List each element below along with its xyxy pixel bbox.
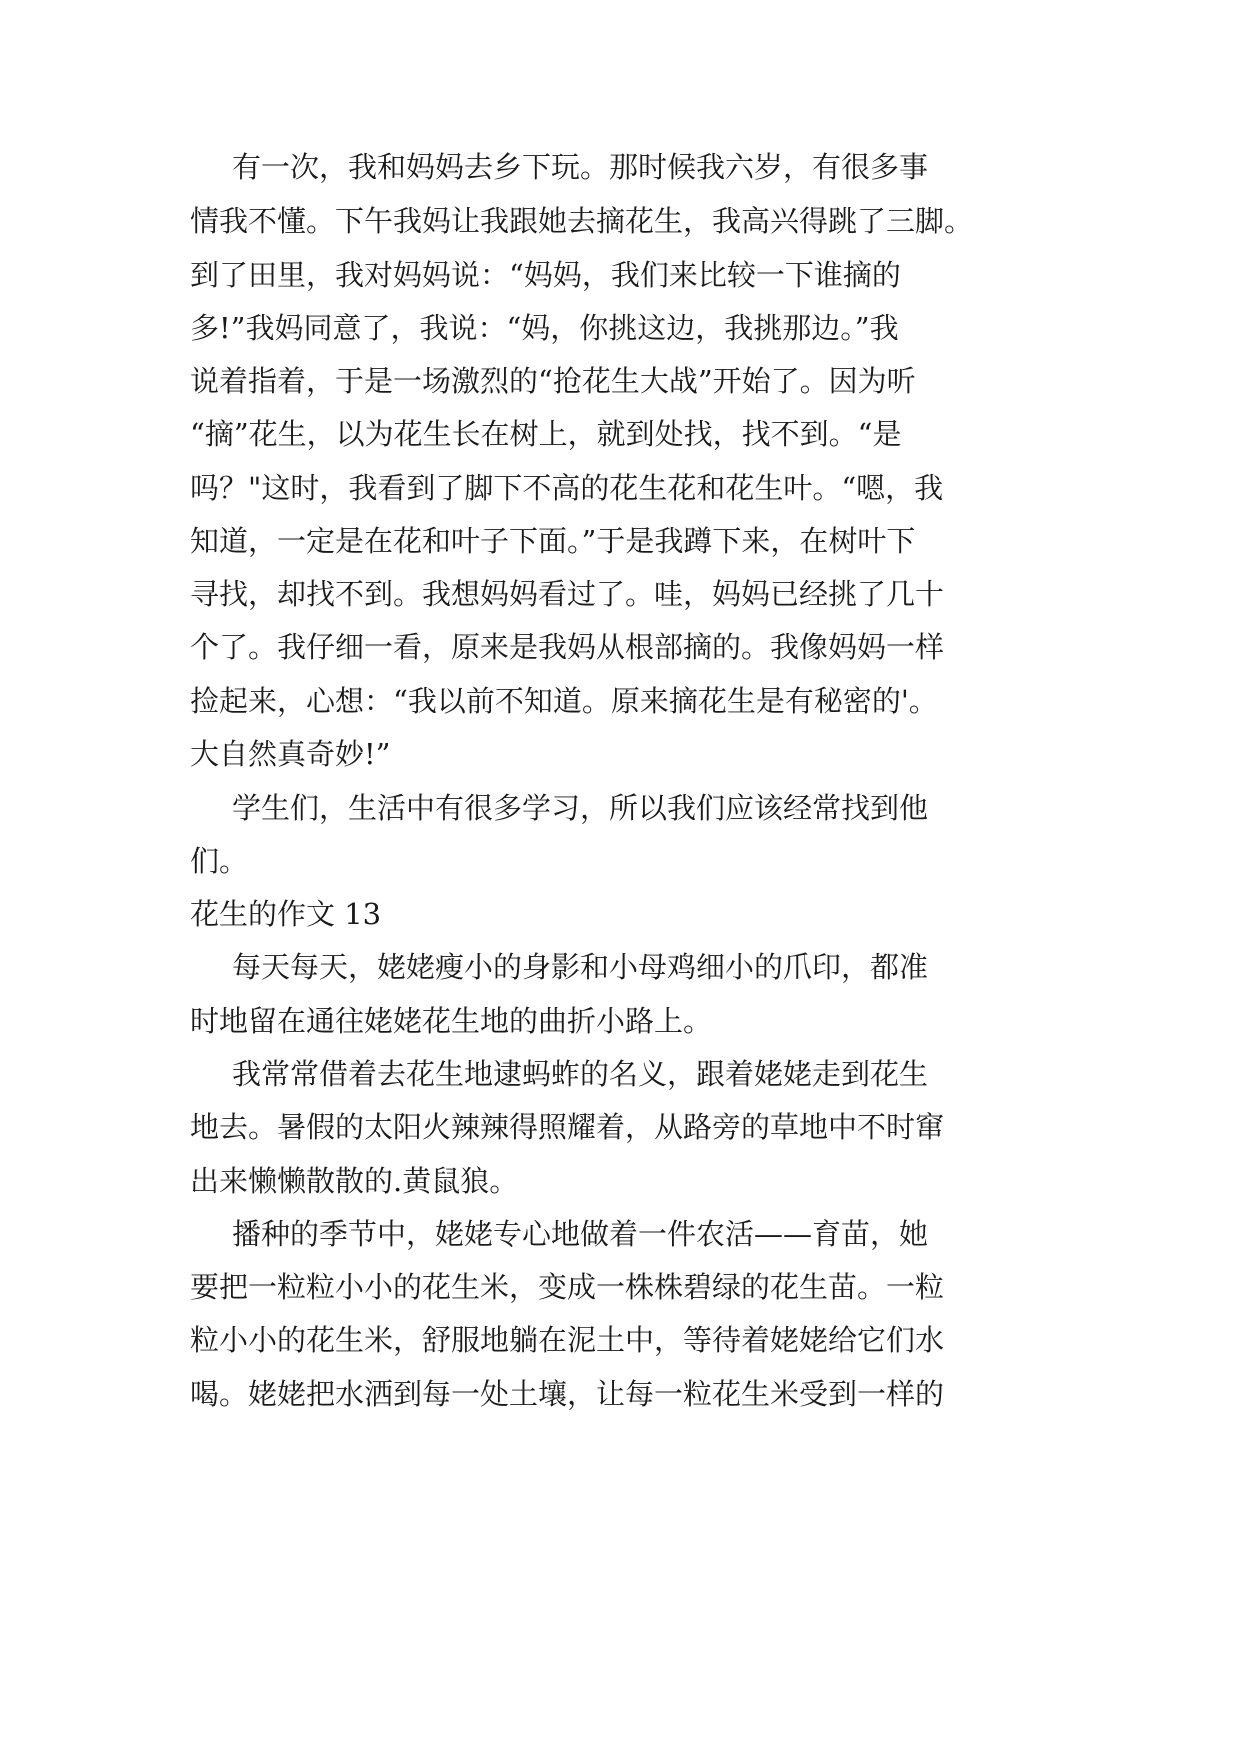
text-line: 我常常借着去花生地逮蚂蚱的名义，跟着姥姥走到花生 (232, 1057, 929, 1091)
text-line: 地去。暑假的太阳火辣辣得照耀着，从路旁的草地中不时窜 (190, 1110, 945, 1144)
text-line: 说着指着，于是一场激烈的“抢花生大战”开始了。因为听 (190, 364, 916, 398)
text-line: 到了田里，我对妈妈说：“妈妈，我们来比较一下谁摘的 (190, 258, 901, 292)
text-line: 大自然真奇妙!” (190, 737, 391, 771)
section-heading: 花生的作文 13 (190, 897, 382, 931)
text-line: 情我不懂。下午我妈让我跟她去摘花生，我高兴得跳了三脚。 (190, 204, 974, 238)
text-line: “摘”花生，以为花生长在树上，就到处找，找不到。“是 (190, 417, 902, 451)
text-line: 吗？"这时，我看到了脚下不高的花生花和花生叶。“嗯，我 (190, 471, 944, 505)
text-line: 个了。我仔细一看，原来是我妈从根部摘的。我像妈妈一样 (190, 630, 945, 664)
text-line: 出来懒懒散散的.黄鼠狼。 (190, 1164, 519, 1198)
text-line: 学生们，生活中有很多学习，所以我们应该经常找到他 (232, 791, 929, 825)
text-line: 播种的季节中，姥姥专心地做着一件农活——育苗，她 (232, 1217, 929, 1251)
text-line: 时地留在通往姥姥花生地的曲折小路上。 (190, 1004, 713, 1038)
text-line: 每天每天，姥姥瘦小的身影和小母鸡细小的爪印，都准 (232, 950, 929, 984)
text-line: 喝。姥姥把水洒到每一处土壤，让每一粒花生米受到一样的 (190, 1377, 945, 1411)
text-line: 有一次，我和妈妈去乡下玩。那时候我六岁，有很多事 (232, 150, 929, 184)
text-line: 要把一粒粒小小的花生米，变成一株株碧绿的花生苗。一粒 (190, 1270, 945, 1304)
text-line: 知道，一定是在花和叶子下面。”于是我蹲下来，在树叶下 (190, 524, 916, 558)
text-line: 捡起来，心想：“我以前不知道。原来摘花生是有秘密的'。 (190, 684, 938, 718)
text-line: 寻找，却找不到。我想妈妈看过了。哇，妈妈已经挑了几十 (190, 577, 945, 611)
text-line: 粒小小的花生米，舒服地躺在泥土中，等待着姥姥给它们水 (190, 1323, 945, 1357)
text-line: 们。 (190, 844, 249, 878)
text-line: 多!”我妈同意了，我说：“妈，你挑这边，我挑那边。”我 (190, 311, 899, 345)
